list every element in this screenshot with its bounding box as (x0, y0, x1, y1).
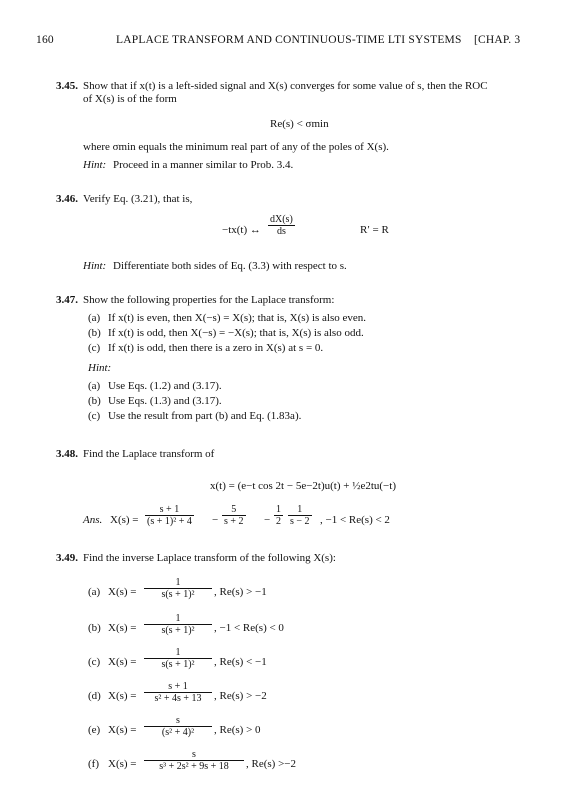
denominator: 2 (276, 516, 281, 527)
item-label: (b) (88, 395, 101, 407)
denominator: s(s + 1)² (144, 588, 212, 600)
roc: , Re(s) > −2 (214, 690, 267, 702)
fraction (274, 504, 283, 527)
problem-number: 3.46. (56, 193, 78, 205)
item-label: (e) (88, 724, 101, 736)
numerator: s (176, 715, 180, 726)
equation-lhs: X(s) = (108, 758, 137, 770)
item-label: (b) (88, 622, 101, 634)
numerator: dX(s) (270, 214, 293, 225)
equation-lhs: X(s) = (108, 690, 137, 702)
numerator: 1 (276, 504, 281, 515)
denominator: ds (268, 225, 295, 237)
fraction (144, 613, 212, 636)
equation-lhs: X(s) = (108, 622, 137, 634)
hint-text: Differentiate both sides of Eq. (3.3) with respect to s. (113, 260, 347, 272)
item-label: (f) (88, 758, 99, 770)
hint-text: Use Eqs. (1.3) and (3.17). (108, 395, 222, 407)
problem-text: Find the inverse Laplace transform of the following X(s): (83, 552, 336, 564)
problem-text: where σmin equals the minimum real part of any of the poles of X(s). (83, 141, 389, 153)
numerator: s (192, 749, 196, 760)
roc: , Re(s) > 0 (214, 724, 261, 736)
fraction (222, 504, 246, 527)
problem-number: 3.47. (56, 294, 78, 306)
numerator: 1 (175, 647, 181, 658)
hint-text: Use Eqs. (1.2) and (3.17). (108, 380, 222, 392)
denominator: s³ + 2s² + 9s + 18 (144, 760, 244, 772)
fraction (288, 504, 312, 527)
numerator: s + 1 (159, 504, 180, 515)
equation-lhs: X(s) = (108, 656, 137, 668)
operator: − (264, 514, 271, 526)
equation-lhs: −tx(t) ↔ (222, 224, 261, 236)
numerator: 1 (175, 577, 181, 588)
hint-text: Use the result from part (b) and Eq. (1.83a). (108, 410, 302, 422)
roc: , Re(s) > −1 (214, 586, 267, 598)
item-label: (c) (88, 410, 101, 422)
roc: , −1 < Re(s) < 0 (214, 622, 284, 634)
equation-lhs: X(s) = (108, 586, 137, 598)
problem-text: of X(s) is of the form (83, 93, 177, 105)
fraction (144, 577, 212, 600)
problem-text: Find the Laplace transform of (83, 448, 215, 460)
answer-label: Ans. (83, 514, 103, 526)
denominator: (s² + 4)² (144, 726, 212, 738)
denominator: s − 2 (290, 516, 310, 527)
item-text: If x(t) is odd, then there is a zero in X(s) at s = 0. (108, 342, 324, 354)
roc: , Re(s) < −1 (214, 656, 267, 668)
fraction (145, 504, 194, 527)
problem-number: 3.45. (56, 80, 78, 92)
problem-text: Show the following properties for the Laplace transform: (83, 294, 335, 306)
problem-number: 3.49. (56, 552, 78, 564)
denominator: s² + 4s + 13 (144, 692, 212, 704)
problem-text: Verify Eq. (3.21), that is, (83, 193, 193, 205)
hint-label: Hint: (83, 260, 107, 272)
equation: Re(s) < σmin (270, 118, 329, 130)
fraction (144, 749, 244, 772)
roc: R′ = R (360, 224, 389, 236)
numerator: 5 (231, 504, 237, 515)
item-label: (a) (88, 380, 101, 392)
equation-lhs: X(s) = (108, 724, 137, 736)
roc: , Re(s) >−2 (246, 758, 296, 770)
operator: − (212, 514, 219, 526)
item-label: (c) (88, 342, 101, 354)
chapter-label: [CHAP. 3 (474, 34, 521, 46)
item-label: (c) (88, 656, 101, 668)
page-number: 160 (36, 34, 54, 46)
item-text: If x(t) is even, then X(−s) = X(s); that is, X(s) is also even. (108, 312, 367, 324)
hint-label: Hint: (88, 362, 112, 374)
numerator: 1 (297, 504, 303, 515)
problem-text: Show that if x(t) is a left-sided signal and X(s) converges for some value of s, then the ROC (83, 80, 488, 92)
fraction (268, 214, 295, 237)
item-label: (b) (88, 327, 101, 339)
denominator: (s + 1)² + 4 (147, 516, 192, 527)
hint-text: Proceed in a manner similar to Prob. 3.4. (113, 159, 294, 171)
denominator: s(s + 1)² (144, 624, 212, 636)
item-label: (a) (88, 312, 101, 324)
denominator: s(s + 1)² (144, 658, 212, 670)
item-label: (a) (88, 586, 101, 598)
equation-lhs: X(s) = (110, 514, 139, 526)
numerator: s + 1 (168, 681, 188, 692)
roc: , −1 < Re(s) < 2 (320, 514, 390, 526)
equation: x(t) = (e−t cos 2t − 5e−2t)u(t) + ½e2tu(−t) (210, 480, 396, 492)
denominator: s + 2 (224, 516, 244, 527)
fraction (144, 647, 212, 670)
item-text: If x(t) is odd, then X(−s) = −X(s); that is, X(s) is also odd. (108, 327, 364, 339)
item-label: (d) (88, 690, 101, 702)
running-title: LAPLACE TRANSFORM AND CONTINUOUS-TIME LTI SYSTEMS (116, 34, 462, 46)
numerator: 1 (175, 613, 181, 624)
fraction (144, 715, 212, 738)
fraction (144, 681, 212, 704)
problem-number: 3.48. (56, 448, 78, 460)
hint-label: Hint: (83, 159, 107, 171)
